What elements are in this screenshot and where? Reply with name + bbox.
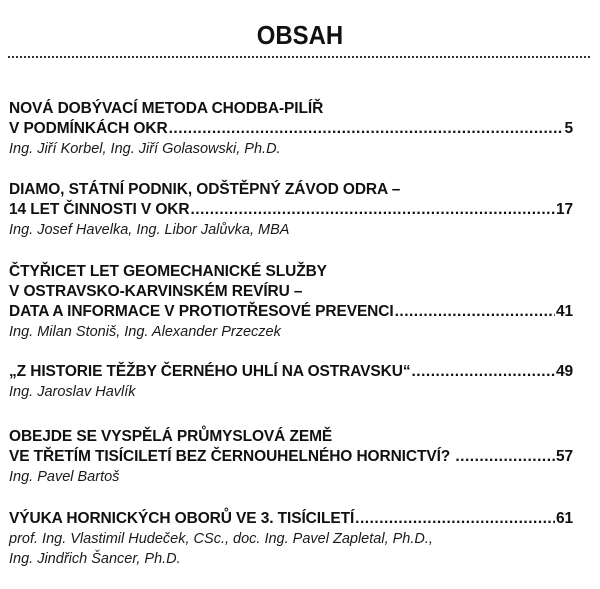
dot-leader: [455, 447, 555, 467]
entry-title-line-with-page: [9, 509, 573, 529]
entry-title-line: DATA A INFORMACE V PROTIOTŘESOVÉ PREVENCI: [9, 303, 394, 320]
entry-title-line: V PODMÍNKÁCH OKR: [9, 120, 168, 137]
page-number[interactable]: 17: [555, 201, 573, 218]
page-number[interactable]: 49: [555, 363, 573, 380]
dot-leader: [190, 200, 554, 220]
toc-entry[interactable]: [9, 180, 573, 240]
entry-title-line-with-page: [9, 302, 573, 322]
entry-title-line-with-page: [9, 447, 573, 467]
toc-entry[interactable]: [9, 99, 573, 159]
entry-authors: Ing. Jaroslav Havlík: [9, 384, 136, 400]
entry-authors: Ing. Milan Stoniš, Ing. Alexander Przeczek: [9, 324, 281, 340]
entry-title-line: 14 LET ČINNOSTI V OKR: [9, 201, 190, 218]
toc-entry[interactable]: [9, 362, 573, 402]
entry-authors: Ing. Josef Havelka, Ing. Libor Jalůvka, MBA: [9, 222, 290, 238]
entry-title-line: „Z HISTORIE TĚŽBY ČERNÉHO UHLÍ NA OSTRAVSKU“: [9, 363, 411, 380]
page-number[interactable]: 5: [564, 120, 573, 137]
entry-title-line: DIAMO, STÁTNÍ PODNIK, ODŠTĚPNÝ ZÁVOD ODRA –: [9, 181, 401, 198]
page-number[interactable]: 41: [555, 303, 573, 320]
entry-title-line-with-page: [9, 362, 573, 382]
dot-leader: [355, 509, 555, 529]
page-number[interactable]: 61: [555, 510, 573, 527]
entry-title-line: NOVÁ DOBÝVACÍ METODA CHODBA-PILÍŘ: [9, 100, 324, 117]
page-number[interactable]: 57: [555, 448, 573, 465]
entry-title-line: V OSTRAVSKO-KARVINSKÉM REVÍRU –: [9, 283, 303, 300]
entry-authors: prof. Ing. Vlastimil Hudeček, CSc., doc. Ing. Pavel Zapletal, Ph.D.,: [9, 531, 433, 547]
entry-authors: Ing. Pavel Bartoš: [9, 469, 120, 485]
dot-leader: [169, 119, 564, 139]
toc-entry[interactable]: [9, 427, 573, 487]
entry-title-line: VE TŘETÍM TISÍCILETÍ BEZ ČERNOUHELNÉHO HORNICTVÍ?: [9, 448, 455, 465]
page-title: OBSAH: [256, 20, 344, 50]
toc-entry[interactable]: [9, 262, 573, 342]
dot-leader: [412, 362, 555, 382]
entry-title-line: ČTYŘICET LET GEOMECHANICKÉ SLUŽBY: [9, 263, 327, 280]
entry-title-line-with-page: [9, 200, 573, 220]
title-divider: [8, 56, 590, 58]
dot-leader: [395, 302, 555, 322]
entry-authors: Ing. Jindřich Šancer, Ph.D.: [9, 551, 181, 567]
entry-title-line: VÝUKA HORNICKÝCH OBORŮ VE 3. TISÍCILETÍ: [9, 510, 355, 527]
entry-title-line: OBEJDE SE VYSPĚLÁ PRŮMYSLOVÁ ZEMĚ: [9, 428, 333, 445]
toc-entry[interactable]: [9, 509, 573, 569]
entry-authors: Ing. Jiří Korbel, Ing. Jiří Golasowski, Ph.D.: [9, 141, 281, 157]
entry-title-line-with-page: [9, 119, 573, 139]
